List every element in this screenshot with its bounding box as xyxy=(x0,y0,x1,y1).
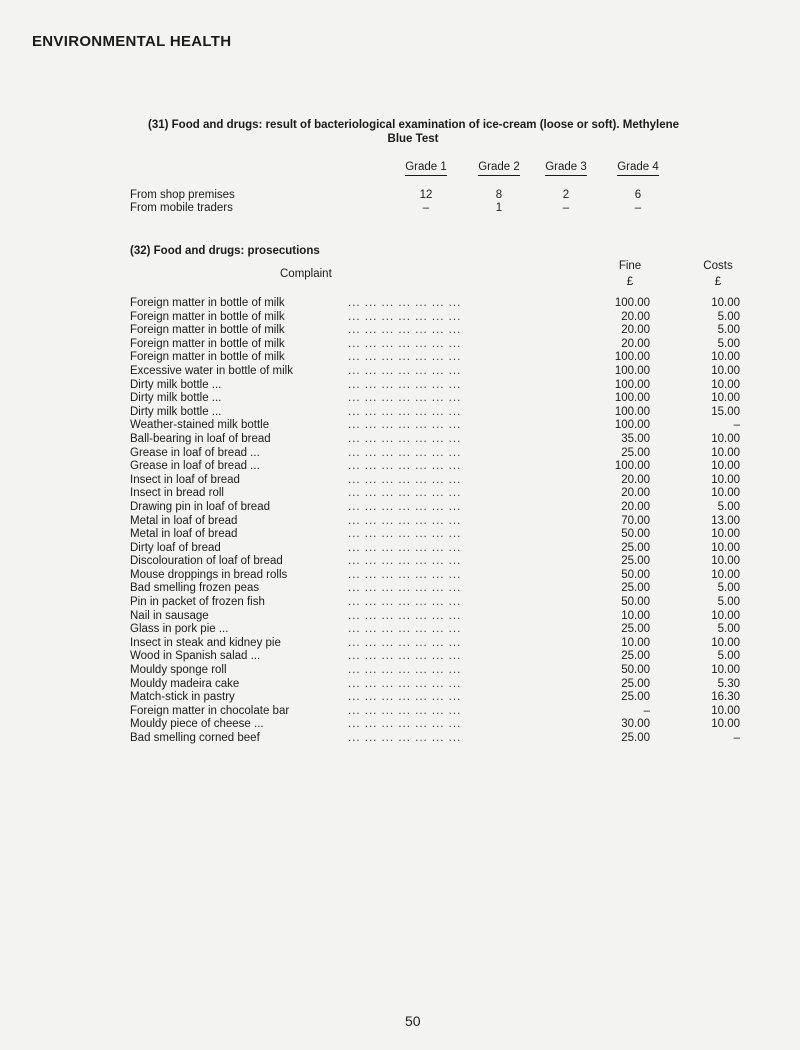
table-row xyxy=(130,447,750,461)
fine-cell: 25.00 xyxy=(621,650,650,663)
table-row xyxy=(130,569,750,583)
costs-cell: 5.00 xyxy=(717,650,740,663)
costs-cell: 10.00 xyxy=(711,460,740,473)
fine-cell: 10.00 xyxy=(621,636,650,649)
leader-dots: ... ... ... ... ... ... ... xyxy=(348,541,462,554)
fine-cell: 25.00 xyxy=(621,677,650,690)
costs-cell: 10.00 xyxy=(711,364,740,377)
fine-unit: £ xyxy=(626,276,634,288)
costs-cell: 10.00 xyxy=(711,636,740,649)
grade-4-header: Grade 4 xyxy=(608,161,668,173)
leader-dots: ... ... ... ... ... ... ... xyxy=(348,324,462,337)
leader-dots: ... ... ... ... ... ... ... xyxy=(348,568,462,581)
costs-cell: 5.30 xyxy=(717,677,740,690)
leader-dots: ... ... ... ... ... ... ... xyxy=(348,351,462,364)
complaint-cell: Foreign matter in bottle of milk xyxy=(130,297,285,309)
table31-cell: 2 xyxy=(562,189,570,201)
leader-dots: ... ... ... ... ... ... ... xyxy=(348,582,462,595)
leader-dots: ... ... ... ... ... ... ... xyxy=(348,732,462,744)
table-row xyxy=(130,460,750,474)
table-row xyxy=(130,297,750,311)
fine-cell: 20.00 xyxy=(621,337,650,350)
costs-cell: 10.00 xyxy=(711,446,740,459)
fine-cell: 25.00 xyxy=(621,623,650,636)
complaint-cell: Bad smelling frozen peas xyxy=(130,582,260,595)
leader-dots: ... ... ... ... ... ... ... xyxy=(348,514,462,527)
costs-cell: 10.00 xyxy=(711,704,740,717)
leader-dots: ... ... ... ... ... ... ... xyxy=(348,500,462,513)
table-row xyxy=(130,718,750,732)
leader-dots: ... ... ... ... ... ... ... xyxy=(348,623,462,636)
complaint-cell: Excessive water in bottle of milk xyxy=(130,364,293,377)
complaint-column-header: Complaint xyxy=(280,268,332,280)
complaint-cell: Grease in loaf of bread ... xyxy=(130,446,260,459)
table32-title: (32) Food and drugs: prosecutions xyxy=(130,245,320,257)
table31-cell: 8 xyxy=(495,189,503,201)
leader-dots: ... ... ... ... ... ... ... xyxy=(348,392,462,405)
fine-cell: 50.00 xyxy=(621,596,650,609)
leader-dots: ... ... ... ... ... ... ... xyxy=(348,310,462,323)
fine-cell: 50.00 xyxy=(621,528,650,541)
page-number: 50 xyxy=(405,1013,421,1029)
costs-cell: 10.00 xyxy=(711,541,740,554)
table-row xyxy=(130,487,750,501)
table-row xyxy=(130,596,750,610)
complaint-cell: Dirty loaf of bread xyxy=(130,541,221,554)
table31-title-line2: Blue Test xyxy=(387,133,439,145)
costs-cell: 5.00 xyxy=(717,596,740,609)
fine-cell: 20.00 xyxy=(621,324,650,337)
fine-cell: 25.00 xyxy=(621,691,650,704)
table-row xyxy=(130,555,750,569)
costs-cell: 10.00 xyxy=(711,473,740,486)
table31-cell: 12 xyxy=(419,189,433,201)
complaint-cell: Ball-bearing in loaf of bread xyxy=(130,432,271,445)
fine-cell: 50.00 xyxy=(621,568,650,581)
fine-cell: 100.00 xyxy=(614,297,650,309)
table31-cell: – xyxy=(562,202,570,214)
table31-row-label: From shop premises xyxy=(130,189,235,201)
costs-cell: 10.00 xyxy=(711,432,740,445)
table-row xyxy=(130,351,750,365)
complaint-cell: Mouldy piece of cheese ... xyxy=(130,718,264,731)
prosecutions-table xyxy=(130,297,750,746)
leader-dots: ... ... ... ... ... ... ... xyxy=(348,419,462,432)
fine-cell: – xyxy=(643,704,650,717)
leader-dots: ... ... ... ... ... ... ... xyxy=(348,378,462,391)
costs-cell: 5.00 xyxy=(717,500,740,513)
fine-cell: 100.00 xyxy=(614,364,650,377)
leader-dots: ... ... ... ... ... ... ... xyxy=(348,596,462,609)
table-row xyxy=(130,419,750,433)
complaint-cell: Wood in Spanish salad ... xyxy=(130,650,261,663)
costs-cell: 15.00 xyxy=(711,405,740,418)
complaint-cell: Pin in packet of frozen fish xyxy=(130,596,265,609)
table31-cell: – xyxy=(422,202,430,214)
fine-cell: 100.00 xyxy=(614,378,650,391)
leader-dots: ... ... ... ... ... ... ... xyxy=(348,664,462,677)
complaint-cell: Dirty milk bottle ... xyxy=(130,405,222,418)
complaint-cell: Drawing pin in loaf of bread xyxy=(130,500,270,513)
costs-cell: – xyxy=(733,732,740,744)
costs-cell: 10.00 xyxy=(711,718,740,731)
complaint-cell: Metal in loaf of bread xyxy=(130,514,238,527)
table-row xyxy=(130,637,750,651)
leader-dots: ... ... ... ... ... ... ... xyxy=(348,677,462,690)
complaint-cell: Mouldy madeira cake xyxy=(130,677,240,690)
costs-cell: 10.00 xyxy=(711,378,740,391)
complaint-cell: Grease in loaf of bread ... xyxy=(130,460,260,473)
complaint-cell: Insect in steak and kidney pie xyxy=(130,636,281,649)
costs-cell: – xyxy=(733,419,740,432)
fine-cell: 50.00 xyxy=(621,664,650,677)
costs-cell: 10.00 xyxy=(711,609,740,622)
leader-dots: ... ... ... ... ... ... ... xyxy=(348,297,462,309)
fine-cell: 100.00 xyxy=(614,419,650,432)
costs-cell: 10.00 xyxy=(711,297,740,309)
complaint-cell: Dirty milk bottle ... xyxy=(130,378,222,391)
table31-cell: – xyxy=(634,202,642,214)
table-row xyxy=(130,623,750,637)
fine-cell: 20.00 xyxy=(621,500,650,513)
fine-cell: 35.00 xyxy=(621,432,650,445)
fine-cell: 25.00 xyxy=(621,541,650,554)
leader-dots: ... ... ... ... ... ... ... xyxy=(348,528,462,541)
leader-dots: ... ... ... ... ... ... ... xyxy=(348,473,462,486)
costs-cell: 10.00 xyxy=(711,392,740,405)
fine-cell: 100.00 xyxy=(614,351,650,364)
leader-dots: ... ... ... ... ... ... ... xyxy=(348,460,462,473)
table31-cell: 1 xyxy=(495,202,503,214)
fine-cell: 25.00 xyxy=(621,555,650,568)
fine-cell: 30.00 xyxy=(621,718,650,731)
fine-cell: 20.00 xyxy=(621,473,650,486)
table31-title xyxy=(148,118,748,146)
leader-dots: ... ... ... ... ... ... ... xyxy=(348,609,462,622)
table-row xyxy=(130,691,750,705)
table-row xyxy=(130,610,750,624)
table-row xyxy=(130,582,750,596)
leader-dots: ... ... ... ... ... ... ... xyxy=(348,650,462,663)
leader-dots: ... ... ... ... ... ... ... xyxy=(348,446,462,459)
fine-cell: 100.00 xyxy=(614,460,650,473)
complaint-cell: Mouse droppings in bread rolls xyxy=(130,568,288,581)
costs-cell: 10.00 xyxy=(711,568,740,581)
costs-cell: 10.00 xyxy=(711,528,740,541)
complaint-cell: Foreign matter in bottle of milk xyxy=(130,351,285,364)
fine-cell: 20.00 xyxy=(621,487,650,500)
costs-cell: 10.00 xyxy=(711,487,740,500)
complaint-cell: Glass in pork pie ... xyxy=(130,623,229,636)
costs-unit: £ xyxy=(714,276,722,288)
complaint-cell: Nail in sausage xyxy=(130,609,209,622)
costs-cell: 16.30 xyxy=(711,691,740,704)
complaint-cell: Weather-stained milk bottle xyxy=(130,419,270,432)
table31-cell: 6 xyxy=(634,189,642,201)
fine-cell: 25.00 xyxy=(621,446,650,459)
leader-dots: ... ... ... ... ... ... ... xyxy=(348,718,462,731)
fine-cell: 25.00 xyxy=(621,732,650,744)
leader-dots: ... ... ... ... ... ... ... xyxy=(348,691,462,704)
fine-cell: 100.00 xyxy=(614,392,650,405)
complaint-cell: Insect in loaf of bread xyxy=(130,473,240,486)
costs-cell: 5.00 xyxy=(717,324,740,337)
leader-dots: ... ... ... ... ... ... ... xyxy=(348,487,462,500)
grade-1-header: Grade 1 xyxy=(396,161,456,173)
table-row xyxy=(130,406,750,420)
costs-cell: 5.00 xyxy=(717,623,740,636)
leader-dots: ... ... ... ... ... ... ... xyxy=(348,337,462,350)
costs-cell: 10.00 xyxy=(711,555,740,568)
costs-cell: 13.00 xyxy=(711,514,740,527)
table31-row-label: From mobile traders xyxy=(130,202,233,214)
costs-cell: 10.00 xyxy=(711,351,740,364)
complaint-cell: Bad smelling corned beef xyxy=(130,732,260,744)
complaint-cell: Mouldy sponge roll xyxy=(130,664,227,677)
complaint-cell: Foreign matter in bottle of milk xyxy=(130,337,285,350)
fine-column-header: Fine xyxy=(618,260,642,272)
complaint-cell: Dirty milk bottle ... xyxy=(130,392,222,405)
leader-dots: ... ... ... ... ... ... ... xyxy=(348,555,462,568)
complaint-cell: Foreign matter in chocolate bar xyxy=(130,704,290,717)
costs-cell: 5.00 xyxy=(717,337,740,350)
leader-dots: ... ... ... ... ... ... ... xyxy=(348,636,462,649)
table-row xyxy=(130,542,750,556)
complaint-cell: Foreign matter in bottle of milk xyxy=(130,324,285,337)
fine-cell: 10.00 xyxy=(621,609,650,622)
complaint-cell: Insect in bread roll xyxy=(130,487,224,500)
costs-cell: 5.00 xyxy=(717,310,740,323)
costs-column-header: Costs xyxy=(703,260,733,272)
table-row xyxy=(130,338,750,352)
table-row xyxy=(130,365,750,379)
running-head: ENVIRONMENTAL HEALTH xyxy=(32,33,232,50)
table-row xyxy=(130,650,750,664)
table-row xyxy=(130,732,750,746)
table-row xyxy=(130,379,750,393)
table-row xyxy=(130,392,750,406)
table-row xyxy=(130,474,750,488)
leader-dots: ... ... ... ... ... ... ... xyxy=(348,704,462,717)
complaint-cell: Discolouration of loaf of bread xyxy=(130,555,283,568)
leader-dots: ... ... ... ... ... ... ... xyxy=(348,364,462,377)
leader-dots: ... ... ... ... ... ... ... xyxy=(348,405,462,418)
fine-cell: 100.00 xyxy=(614,405,650,418)
grade-3-header: Grade 3 xyxy=(536,161,596,173)
leader-dots: ... ... ... ... ... ... ... xyxy=(348,432,462,445)
grade-2-header: Grade 2 xyxy=(469,161,529,173)
complaint-cell: Match-stick in pastry xyxy=(130,691,235,704)
fine-cell: 70.00 xyxy=(621,514,650,527)
fine-cell: 25.00 xyxy=(621,582,650,595)
table-row xyxy=(130,678,750,692)
table-row xyxy=(130,311,750,325)
costs-cell: 10.00 xyxy=(711,664,740,677)
complaint-cell: Foreign matter in bottle of milk xyxy=(130,310,285,323)
complaint-cell: Metal in loaf of bread xyxy=(130,528,238,541)
table-row xyxy=(130,324,750,338)
table-row xyxy=(130,515,750,529)
table-row xyxy=(130,664,750,678)
table-row xyxy=(130,433,750,447)
fine-cell: 20.00 xyxy=(621,310,650,323)
table-row xyxy=(130,705,750,719)
table-row xyxy=(130,528,750,542)
table-row xyxy=(130,501,750,515)
table31-title-line1: (31) Food and drugs: result of bacteriological examination of ice-cream (loose or soft). Methylene xyxy=(148,119,680,131)
costs-cell: 5.00 xyxy=(717,582,740,595)
